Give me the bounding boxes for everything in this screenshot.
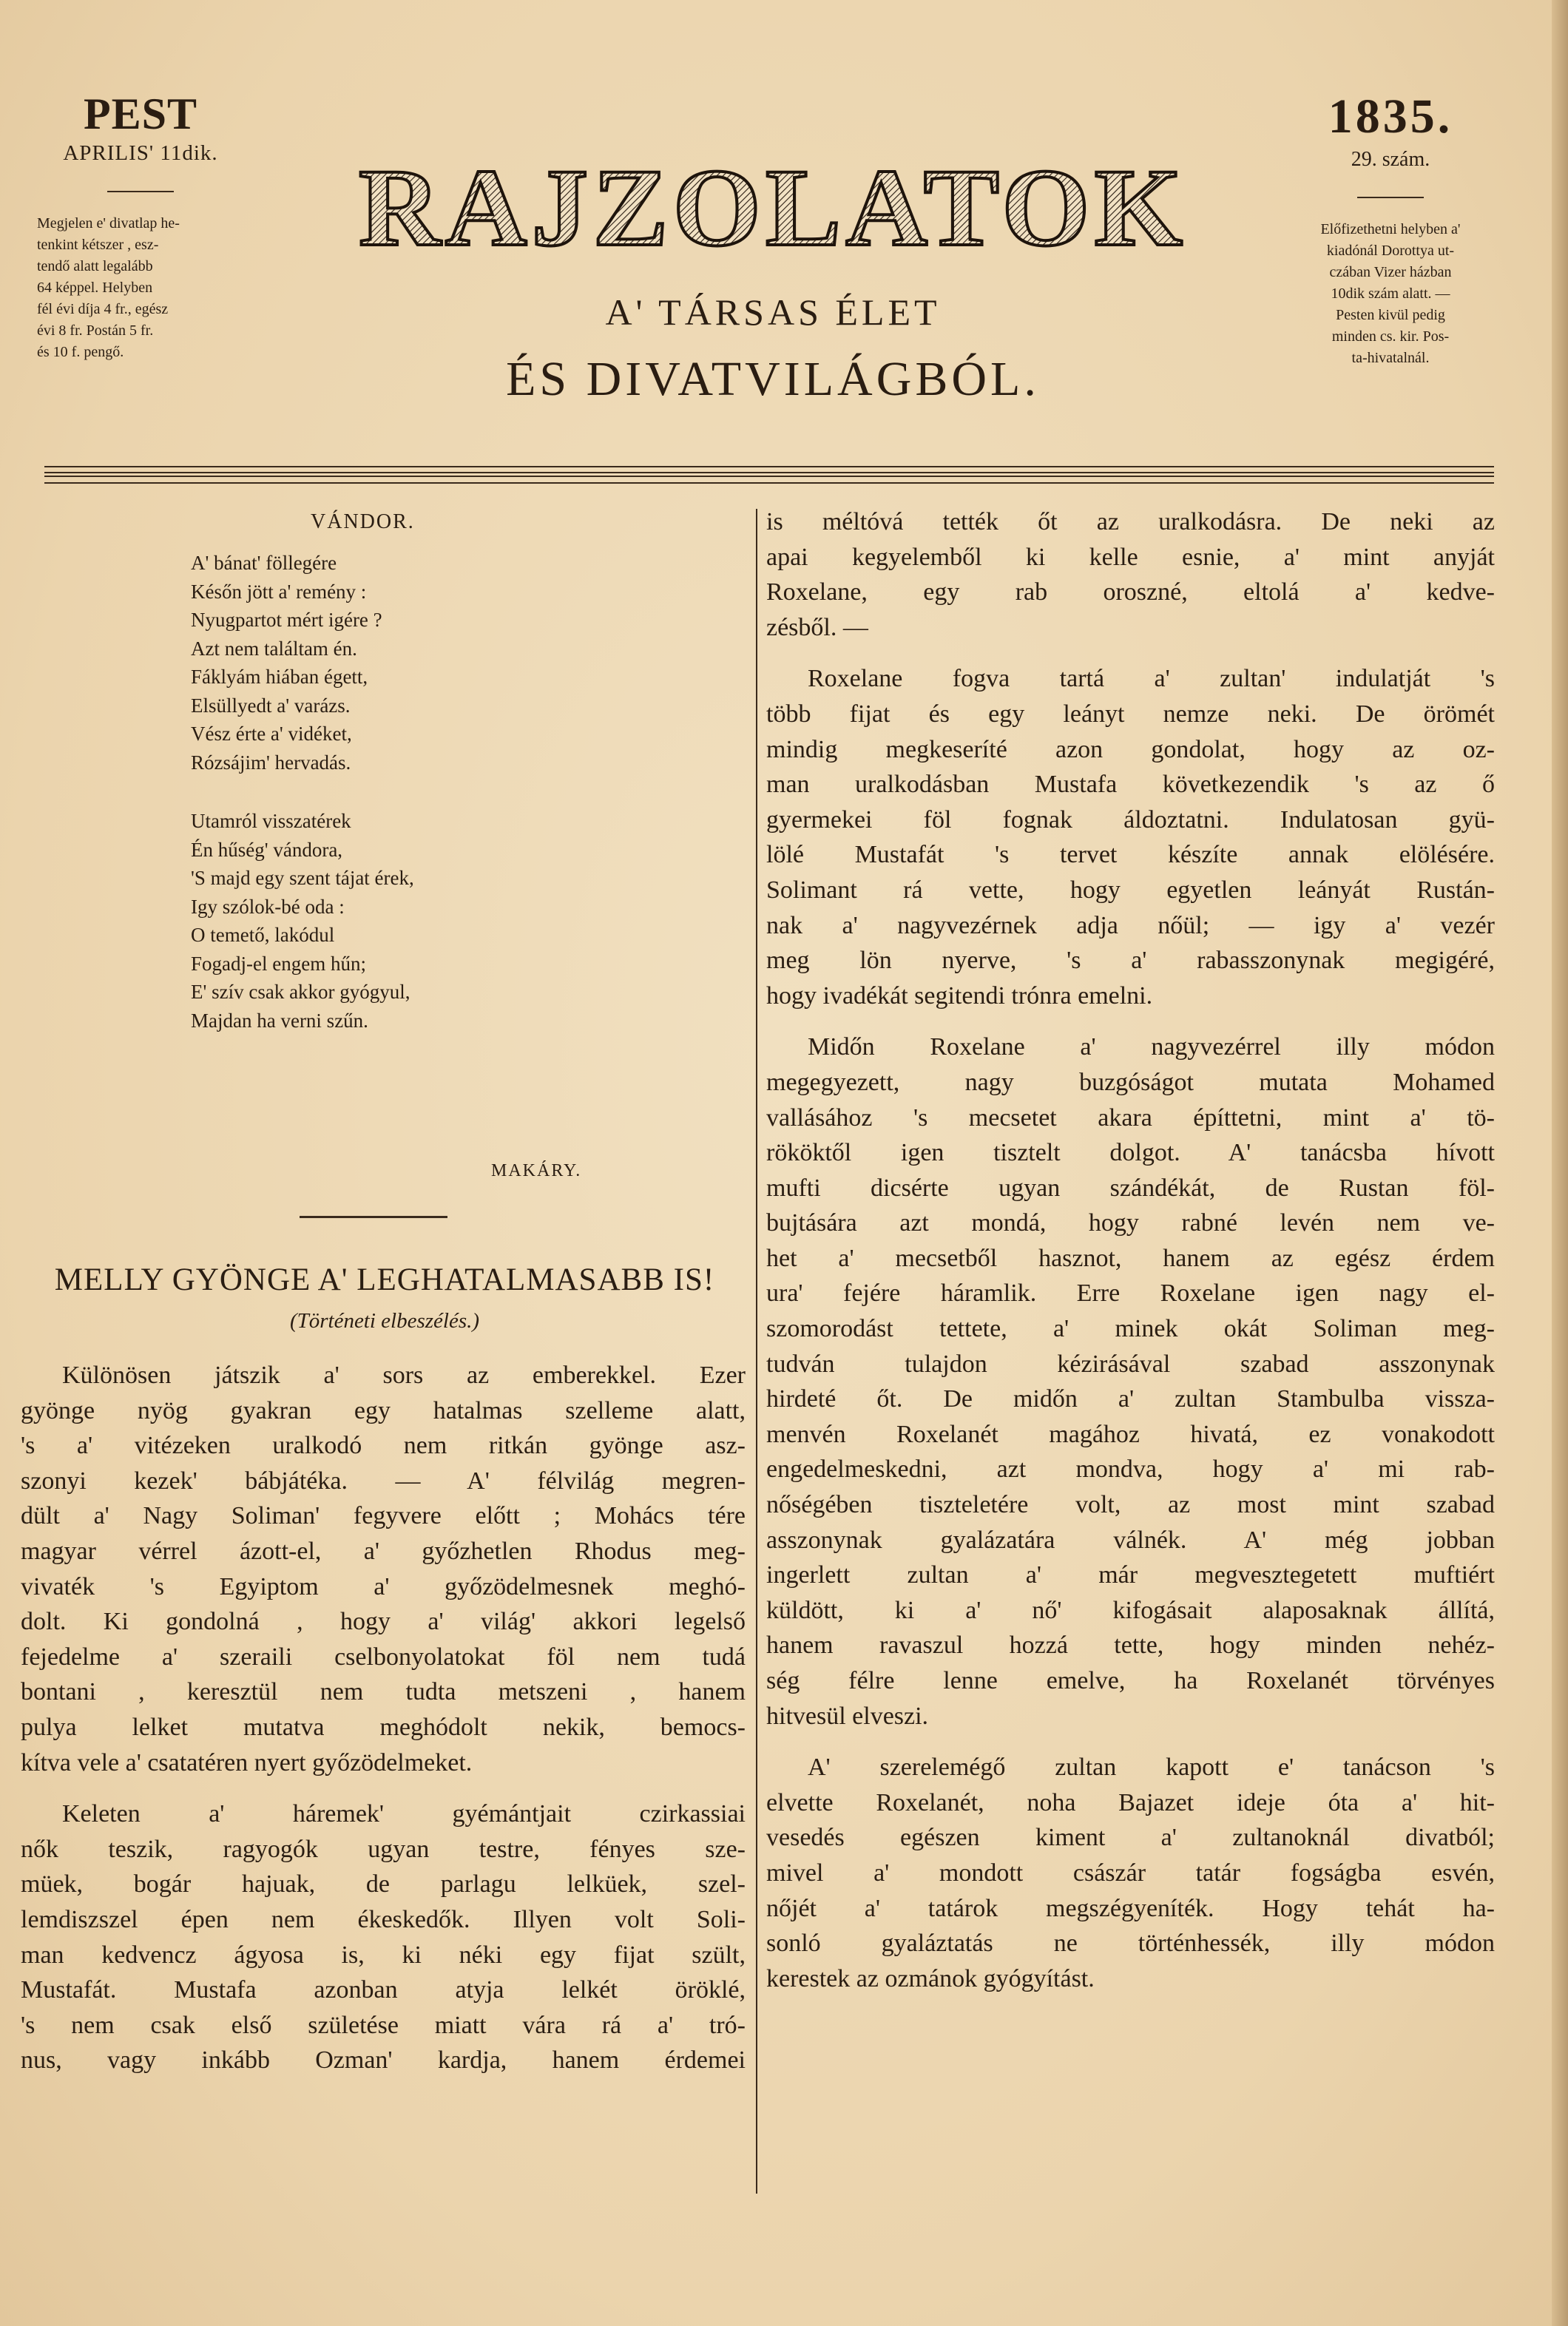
year: 1835. <box>1328 89 1453 143</box>
story-title: MELLY GYÖNGE A' LEGHATALMASABB IS! <box>54 1262 715 1297</box>
text-line: menvén Roxelanét magához hivatá, ez vonakodott <box>766 1420 1495 1448</box>
header-rule-double <box>44 472 1494 477</box>
text-line: mindig megkeseríté azon gondolat, hogy az oz- <box>766 735 1495 763</box>
text-line: mufti dicsérte ugyan szándékát, de Rustan föl- <box>766 1174 1495 1202</box>
masthead-center <box>311 152 1235 408</box>
text-line: hogy ivadékát segitendi trónra emelni. <box>766 981 1153 1010</box>
story-subtitle: (Történeti elbeszélés.) <box>289 1309 480 1333</box>
story-column-right <box>766 504 1495 2012</box>
story-column-left <box>21 1358 746 2095</box>
page-spine-shadow <box>1552 0 1568 2326</box>
text-line: hitvesül elveszi. <box>766 1702 929 1730</box>
poem-title: VÁNDOR. <box>311 510 415 533</box>
newspaper-title <box>351 152 1194 263</box>
poem-line: Utamról visszatérek <box>191 810 351 832</box>
header-rule-bottom <box>44 482 1494 484</box>
poem-line: A' bánat' föllegére <box>191 552 337 574</box>
paragraph <box>766 1750 1495 1996</box>
poem-line: Igy szólok-bé oda : <box>191 895 345 918</box>
text-line: nus, vagy inkább Ozman' kardja, hanem érdemei <box>21 2046 746 2075</box>
poem-line: E' szív csak akkor gyógyul, <box>191 981 410 1003</box>
text-line: Keleten a' háremek' gyémántjait czirkassiai <box>62 1800 746 1828</box>
text-line: magyar vérrel ázott-el, a' győzhetlen Rhodus meg- <box>21 1537 746 1565</box>
paragraph <box>766 504 1495 645</box>
text-line: szomorodást tettete, a' minek okát Soliman meg- <box>766 1315 1495 1343</box>
text-line: kítva vele a' csatatéren nyert győzödelmeket. <box>21 1748 473 1776</box>
text-line: sonló gyaláztatás ne történhessék, illy módon <box>766 1930 1495 1958</box>
text-line: ingerlett zultan a' már megvesztegetett muftiért <box>766 1561 1495 1589</box>
poem-line: Fogadj-el engem hűn; <box>191 952 366 975</box>
paragraph <box>766 1030 1495 1734</box>
text-line: Mustafát. Mustafa azonban atyja lelkét öröklé, <box>21 1976 746 2004</box>
poem-line: 'S majd egy szent tájat érek, <box>191 867 414 889</box>
text-line: pulya lelket mutatva meghódolt nekik, bemocs- <box>21 1713 746 1741</box>
text-line: megegyezett, nagy buzgóságot mutata Mohamed <box>766 1068 1495 1096</box>
text-line: Roxelane, egy rab oroszné, eltolá a' kedve- <box>766 578 1495 606</box>
subscription-notice-right: Előfizethetni helyben a' kiadónál Dorottya ut- czában Vizer házban 10dik szám alatt. — Pesten kivül pedig minden cs. kir. Pos- ta-hivatalnál. <box>1320 221 1461 366</box>
poem-line: Későn jött a' remény : <box>191 580 367 603</box>
paragraph <box>21 1796 746 2078</box>
text-line: meg lön nyerve, 's a' rabasszonynak megigéré, <box>766 947 1495 975</box>
text-line: Roxelane fogva tartá a' zultan' indulatját 's <box>808 665 1495 693</box>
text-line: Különösen játszik a' sors az emberekkel. Ezer <box>62 1362 746 1389</box>
text-line: müek, bogár hajuak, de parlagu lelküek, szel- <box>21 1870 746 1899</box>
subtitle-line-1: A' TÁRSAS ÉLET <box>605 291 941 333</box>
text-line: apai kegyelemből ki kelle esnie, a' mint anyját <box>766 543 1495 571</box>
text-line: 's a' vitézeken uralkodó nem ritkán gyönge asz- <box>21 1432 746 1460</box>
text-line: nőjét a' tatárok megszégyeníték. Hogy tehát ha- <box>766 1894 1495 1922</box>
text-line: het a' mecsetből hasznot, hanem az egész érdem <box>766 1244 1495 1272</box>
text-line: zésből. — <box>766 613 868 641</box>
text-line: Midőn Roxelane a' nagyvezérrel illy módon <box>808 1033 1495 1061</box>
text-line: bujtására azt mondá, hogy rabné levén nem ve- <box>766 1209 1495 1237</box>
text-line: hanem ravaszul hozzá tette, hogy minden nehéz- <box>766 1632 1495 1660</box>
short-rule-right <box>1357 197 1424 198</box>
text-line: lölé Mustafát 's tervet készíte annak elölésére. <box>766 841 1495 869</box>
text-line: asszonynak gyalázatára válnék. A' még jobban <box>766 1526 1495 1554</box>
poem-line: Vész érte a' vidéket, <box>191 723 352 745</box>
text-line: mivel a' mondott császár tatár fogságba esvén, <box>766 1859 1495 1887</box>
poem-line: Nyugpartot mért igére ? <box>191 609 382 631</box>
text-line: dült a' Nagy Soliman' fegyvere előtt ; Mohács tére <box>21 1502 746 1530</box>
text-line: nak a' nagyvezérnek adja nőül; — igy a' vezér <box>766 911 1495 939</box>
poem-line: Majdan ha verni szűn. <box>191 1009 368 1032</box>
text-line: man uralkodásban Mustafa következendik 's az ő <box>766 771 1495 799</box>
poem-author: MAKÁRY. <box>491 1161 582 1180</box>
masthead-right <box>1272 89 1509 369</box>
text-line: rököktől igen tisztelt dolgot. A' tanácsba hívott <box>766 1139 1495 1167</box>
text-line: engedelmeskedni, azt mondva, hogy a' mi rab- <box>766 1456 1495 1484</box>
text-line: tudván tulajdon kézirásával szabad asszonynak <box>766 1350 1495 1378</box>
section-divider <box>300 1216 447 1218</box>
poem-line: Rózsájim' hervadás. <box>191 751 351 774</box>
text-line: fejedelme a' szeraili cselbonyolatokat föl nem tudá <box>21 1643 746 1671</box>
text-line: gyermekei föl fognak áldoztatni. Indulatosan gyü- <box>766 805 1495 834</box>
text-line: vesedés egészen kiment a' zultanoknál divatból; <box>766 1824 1495 1852</box>
text-line: is méltóvá tették őt az uralkodásra. De neki az <box>766 508 1495 535</box>
subscription-notice-left: Megjelen e' divatlap he- tenkint kétszer , esz- tendő alatt legalább 64 képpel. Helyben fél évi díja 4 fr., egész évi 8 fr. Postán 5 fr. és 10 f. pengő. <box>37 215 180 360</box>
text-line: dolt. Ki gondolná , hogy a' világ' akkori legelső <box>21 1608 746 1636</box>
poem-line: Fáklyám hiában égett, <box>191 666 368 688</box>
poem-body <box>191 549 561 1065</box>
poem-line: O temető, lakódul <box>191 924 335 946</box>
text-line: ura' fejére háramlik. Erre Roxelane igen nagy el- <box>766 1279 1495 1308</box>
text-line: több fijat és egy leányt nemze neki. De örömét <box>766 700 1495 728</box>
text-line: szonyi kezek' bábjátéka. — A' félvilág megren- <box>21 1467 746 1495</box>
title-text: RAJZOLATOK <box>359 152 1187 263</box>
paragraph <box>21 1358 746 1780</box>
text-line: vallásához 's mecsetet akara építtetni, mint a' tö- <box>766 1103 1495 1132</box>
text-line: gyönge nyög gyakran egy hatalmas szelleme alatt, <box>21 1396 746 1424</box>
text-line: küldött, ki a' nő' kifogásait alaposaknak állítá, <box>766 1596 1495 1624</box>
short-rule <box>107 191 174 192</box>
text-line: Solimant rá vette, hogy egyetlen leányát Rustán- <box>766 876 1495 904</box>
poem-stanza <box>191 549 561 777</box>
poem-line: Elsüllyedt a' varázs. <box>191 694 351 717</box>
text-line: hirdeté őt. De midőn a' zultan Stambulba vissza- <box>766 1385 1495 1413</box>
text-line: man kedvencz ágyosa is, ki néki egy fijat szült, <box>21 1941 746 1969</box>
poem-stanza <box>191 807 561 1035</box>
paragraph <box>766 661 1495 1013</box>
issue-number: 29. szám. <box>1351 148 1430 171</box>
text-line: lemdiszszel épen nem ékeskedők. Illyen volt Soli- <box>21 1905 746 1933</box>
city-name: PEST <box>83 89 198 138</box>
column-divider <box>756 509 757 2194</box>
text-line: A' szerelemégő zultan kapott e' tanácson 's <box>808 1754 1495 1782</box>
text-line: nőségében tiszteletére volt, az most mint szabad <box>766 1491 1495 1519</box>
text-line: 's nem csak első születése miatt vára rá a' tró- <box>21 2011 746 2039</box>
masthead-left <box>30 89 251 363</box>
text-line: kerestek az ozmánok gyógyítást. <box>766 1964 1095 1992</box>
text-line: elvette Roxelanét, noha Bajazet ideje óta a' hit- <box>766 1788 1495 1816</box>
poem-line: Azt nem találtam én. <box>191 637 357 660</box>
text-line: nők teszik, ragyogók ugyan testre, fényes sze- <box>21 1835 746 1863</box>
subtitle-line-2: ÉS DIVATVILÁGBÓL. <box>506 352 1040 406</box>
text-line: ség félre lenne emelve, ha Roxelanét törvényes <box>766 1667 1495 1694</box>
header-rule-top <box>44 466 1494 467</box>
text-line: bontani , keresztül nem tudta metszeni , hanem <box>21 1678 746 1706</box>
issue-date: APRILIS' 11dik. <box>63 141 218 165</box>
poem-line: Én hűség' vándora, <box>191 838 343 861</box>
text-line: vivaték 's Egyiptom a' győzödelmesnek meghó- <box>21 1572 746 1600</box>
